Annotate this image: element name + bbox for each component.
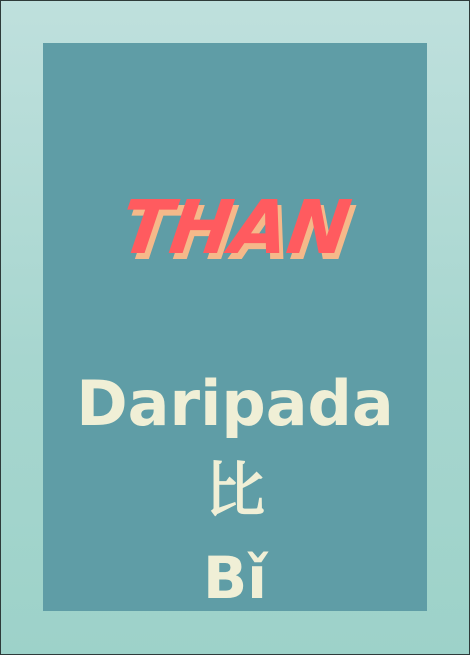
pinyin-romanization: Bǐ	[202, 544, 268, 612]
malay-translation: Daripada	[76, 367, 394, 440]
flashcard-panel	[43, 43, 427, 611]
chinese-character: 比	[205, 456, 265, 526]
english-word: THAN	[115, 185, 355, 271]
